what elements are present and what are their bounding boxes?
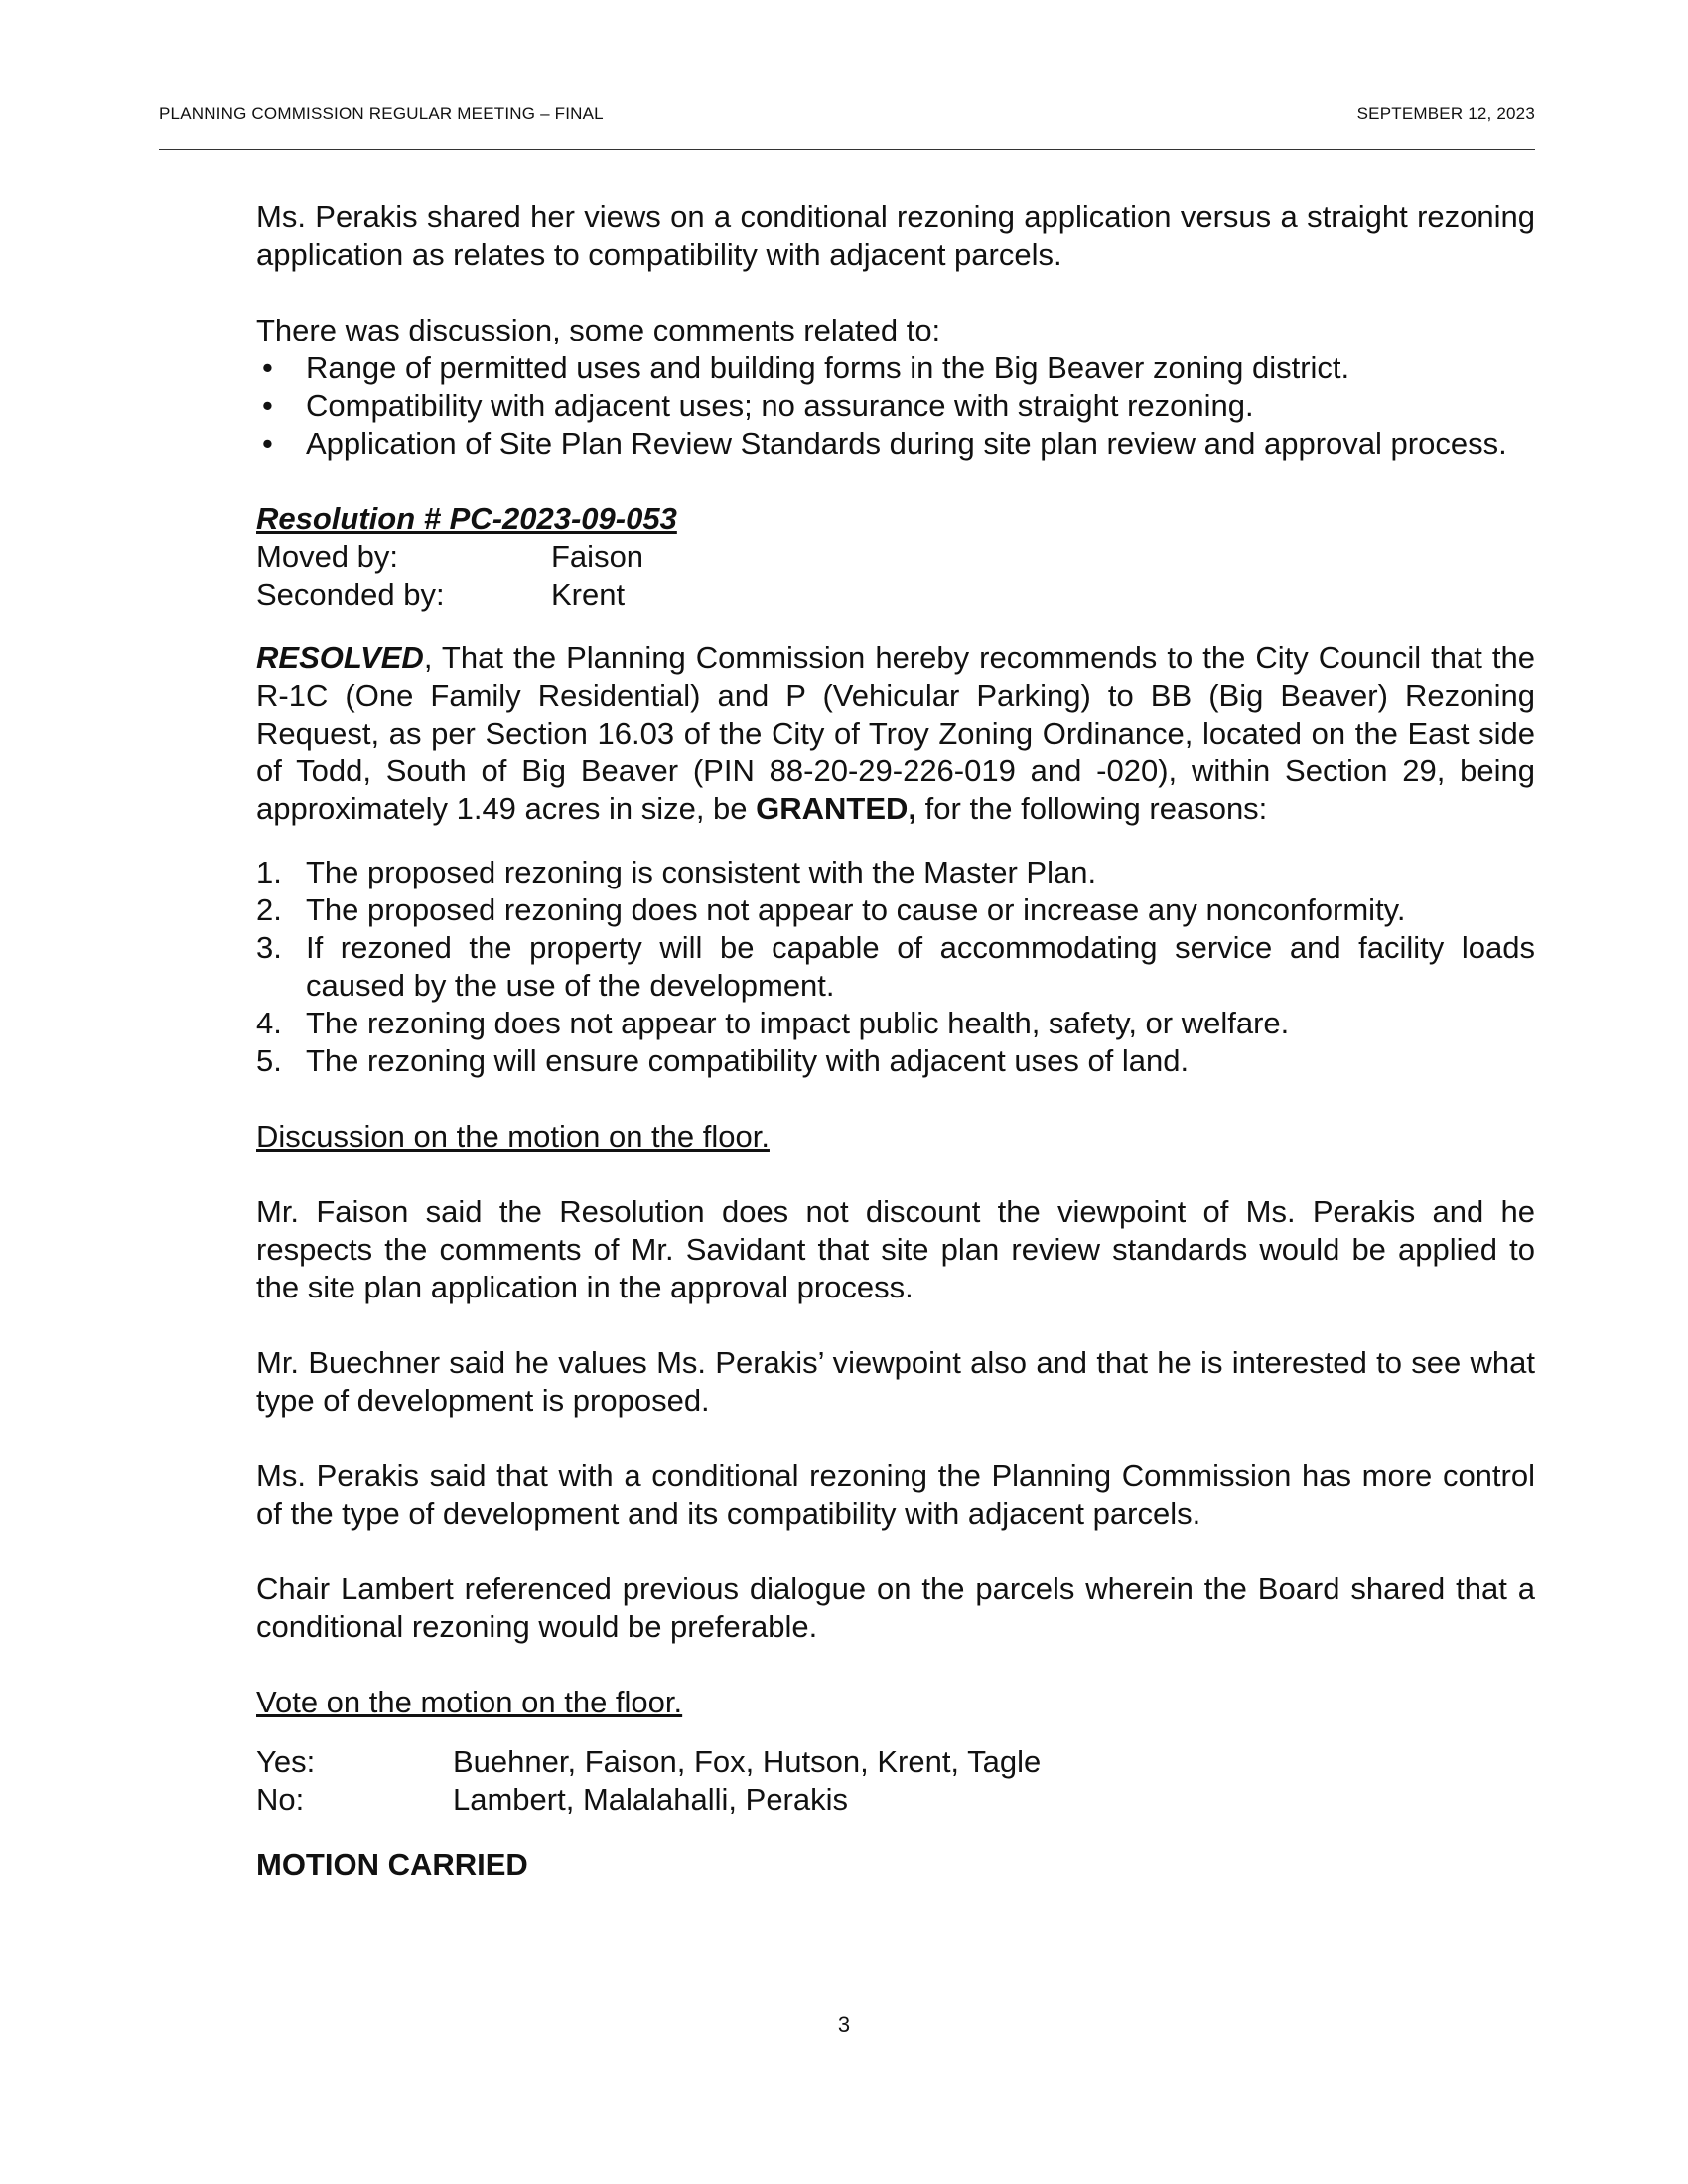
- reasons-list: [256, 854, 1535, 1080]
- header-date: SEPTEMBER 12, 2023: [1356, 104, 1535, 123]
- page-number: 3: [837, 2012, 851, 2037]
- vote-no-label: No:: [256, 1782, 305, 1817]
- discussion-intro: There was discussion, some comments related to:: [256, 313, 941, 347]
- resolution-title: Resolution # PC-2023-09-053: [256, 501, 677, 536]
- bullet-item: • Application of Site Plan Review Standards during site plan review and approval process.: [262, 426, 1507, 461]
- vote-no-row: [256, 1781, 1535, 1819]
- granted-word: GRANTED,: [756, 791, 917, 826]
- moved-by-value: Faison: [551, 539, 644, 574]
- resolution-text: RESOLVED, That the Planning Commission hereby recommends to the City Council that the R-1C (One Family Residential) and P (Vehicular Parking) to BB (Big Beaver) Rezoning Request, as per Section 16.03 of the City of Troy Zoning Ordinance, located on the East side of Todd, South of Big Beaver (PIN 88-20-29-226-019 and -020), within Section 29, being approximately 1.49 acres in size, be GRANTED, for the following reasons:: [256, 640, 1535, 826]
- vote-heading: Vote on the motion on the floor.: [256, 1685, 683, 1719]
- paragraph-buechner: Mr. Buechner said he values Ms. Perakis’ viewpoint also and that he is interested to see what type of development is proposed.: [256, 1345, 1535, 1418]
- bullet-icon: •: [262, 388, 273, 423]
- paragraph-faison: Mr. Faison said the Resolution does not discount the viewpoint of Ms. Perakis and he respects the comments of Mr. Savidant that site plan review standards would be applied to the site plan application in the approval process.: [256, 1194, 1535, 1304]
- reason-item: 2. The proposed rezoning does not appear to cause or increase any nonconformity.: [256, 892, 1406, 927]
- discussion-heading: Discussion on the motion on the floor.: [256, 1119, 770, 1154]
- paragraph-lambert: Chair Lambert referenced previous dialogue on the parcels wherein the Board shared that a conditional rezoning would be preferable.: [256, 1571, 1535, 1644]
- reason-item: 1. The proposed rezoning is consistent with the Master Plan.: [256, 855, 1097, 889]
- vote-yes-value: Buehner, Faison, Fox, Hutson, Krent, Tagle: [453, 1744, 1042, 1779]
- bullet-item: • Range of permitted uses and building forms in the Big Beaver zoning district.: [262, 350, 1350, 385]
- moved-by-row: [256, 538, 1535, 576]
- moved-by-label: Moved by:: [256, 539, 399, 574]
- seconded-by-value: Krent: [551, 577, 626, 612]
- motion-result: MOTION CARRIED: [256, 1847, 528, 1882]
- discussion-bullet-list: [256, 349, 1535, 463]
- vote-yes-row: [256, 1743, 1535, 1781]
- paragraph-perakis-views: Ms. Perakis shared her views on a conditional rezoning application versus a straight rezoning application as relates to compatibility with adjacent parcels.: [256, 200, 1535, 272]
- reason-item: 4. The rezoning does not appear to impact public health, safety, or welfare.: [256, 1006, 1290, 1040]
- document-body: [256, 199, 1535, 1884]
- bullet-item: • Compatibility with adjacent uses; no assurance with straight rezoning.: [262, 388, 1254, 423]
- resolved-word: RESOLVED: [256, 640, 424, 675]
- seconded-by-label: Seconded by:: [256, 577, 445, 612]
- header-title: PLANNING COMMISSION REGULAR MEETING – FINAL: [159, 104, 604, 123]
- bullet-icon: •: [262, 350, 273, 385]
- bullet-icon: •: [262, 426, 273, 461]
- reason-item: 5. The rezoning will ensure compatibility with adjacent uses of land.: [256, 1043, 1190, 1078]
- paragraph-perakis-conditional: Ms. Perakis said that with a conditional rezoning the Planning Commission has more control of the type of development and its compatibility with adjacent parcels.: [256, 1458, 1535, 1531]
- reason-item: 3. If rezoned the property will be capable of accommodating service and facility loads caused by the use of the development.: [256, 930, 1535, 1003]
- vote-yes-label: Yes:: [256, 1744, 316, 1779]
- seconded-by-row: [256, 576, 1535, 614]
- header-divider: [159, 149, 1535, 150]
- vote-no-value: Lambert, Malalahalli, Perakis: [453, 1782, 849, 1817]
